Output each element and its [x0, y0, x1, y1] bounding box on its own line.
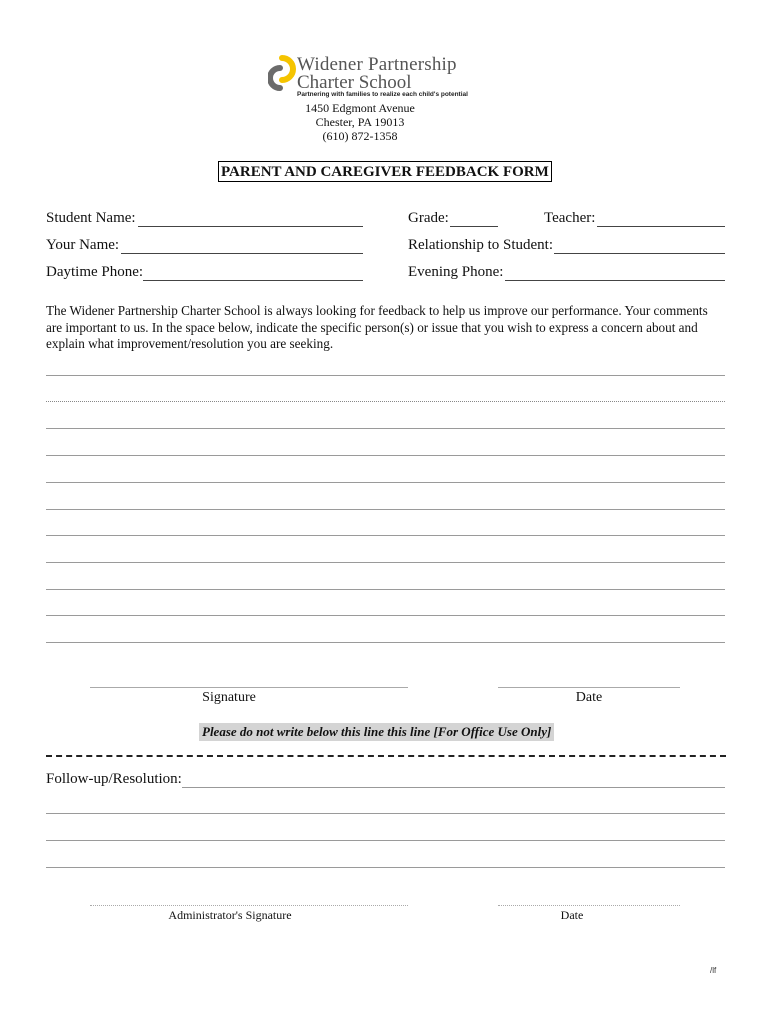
admin-date-label: Date — [560, 908, 584, 922]
comment-line[interactable] — [46, 482, 725, 483]
your-name-label: Your Name: — [46, 237, 120, 253]
daytime-phone-field[interactable] — [143, 280, 363, 281]
admin-signature-label: Administrator's Signature — [168, 908, 292, 922]
logo-tagline: Partnering with families to realize each child's potential — [297, 91, 468, 98]
your-name-field[interactable] — [121, 253, 363, 254]
address-phone: (610) 872-1358 — [322, 129, 398, 143]
daytime-phone-label: Daytime Phone: — [46, 264, 144, 280]
signature-label: Signature — [202, 690, 256, 705]
comment-line[interactable] — [46, 455, 725, 456]
comment-line[interactable] — [46, 509, 725, 510]
followup-label: Follow-up/Resolution: — [46, 771, 182, 787]
date-field[interactable] — [498, 687, 680, 688]
cut-line-divider — [46, 755, 726, 757]
comment-line[interactable] — [46, 375, 725, 376]
evening-phone-field[interactable] — [505, 280, 725, 281]
teacher-label: Teacher: — [544, 210, 596, 226]
address-city: Chester, PA 19013 — [315, 115, 405, 129]
teacher-field[interactable] — [597, 226, 725, 227]
admin-signature-field[interactable] — [90, 905, 408, 906]
logo-name-line2: Charter School — [297, 72, 412, 93]
logo-name-line1: Widener Partnership — [297, 54, 457, 75]
relationship-field[interactable] — [554, 253, 725, 254]
instructions-text: The Widener Partnership Charter School is always looking for feedback to help us improve our performance. Your comments are important to us. In the space below, indicate the specific person(s) or issue that you wish to express a concern about and explain what improvement/resolution you are seeking. — [46, 303, 708, 351]
office-use-notice: Please do not write below this line this line [For Office Use Only] — [199, 723, 554, 741]
comment-line[interactable] — [46, 562, 725, 563]
school-logo — [268, 54, 296, 94]
footer-mark: /lf — [710, 966, 717, 975]
followup-line[interactable] — [46, 867, 725, 868]
followup-line[interactable] — [46, 840, 725, 841]
comment-line[interactable] — [46, 401, 725, 402]
followup-line[interactable] — [46, 813, 725, 814]
date-label: Date — [575, 690, 603, 705]
signature-field[interactable] — [90, 687, 408, 688]
grade-label: Grade: — [408, 210, 449, 226]
comment-line[interactable] — [46, 642, 725, 643]
form-title: PARENT AND CAREGIVER FEEDBACK FORM — [218, 161, 552, 182]
relationship-label: Relationship to Student: — [408, 237, 553, 253]
student-name-field[interactable] — [138, 226, 363, 227]
evening-phone-label: Evening Phone: — [408, 264, 504, 280]
comment-line[interactable] — [46, 428, 725, 429]
address-street: 1450 Edgmont Avenue — [305, 101, 415, 115]
grade-field[interactable] — [450, 226, 498, 227]
comment-line[interactable] — [46, 589, 725, 590]
student-name-label: Student Name: — [46, 210, 136, 226]
comment-line[interactable] — [46, 615, 725, 616]
followup-field[interactable] — [182, 787, 725, 788]
admin-date-field[interactable] — [498, 905, 680, 906]
logo-mark-icon — [268, 54, 296, 94]
comment-line[interactable] — [46, 535, 725, 536]
